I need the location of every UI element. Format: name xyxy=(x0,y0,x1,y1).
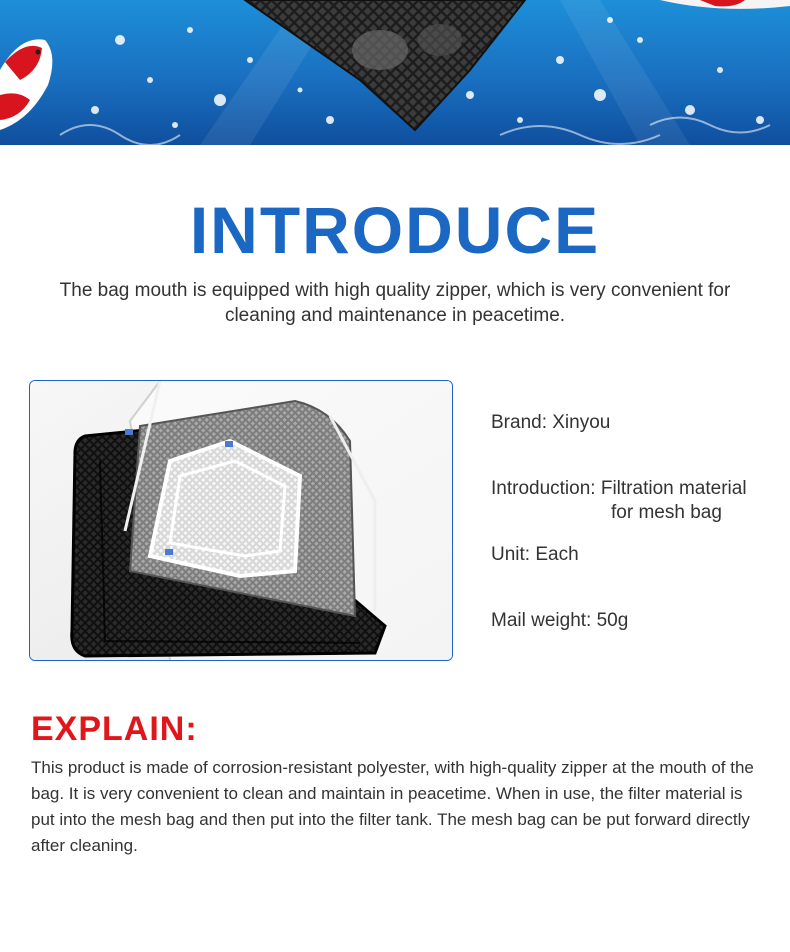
explain-title: EXPLAIN: xyxy=(31,710,198,748)
spec-mail-weight: Mail weight: 50g xyxy=(491,610,629,631)
banner-water-illustration xyxy=(0,0,790,145)
product-photo xyxy=(29,380,453,661)
spec-unit: Unit: Each xyxy=(491,544,579,565)
introduce-title: INTRODUCE xyxy=(189,193,601,267)
mesh-bags-illustration xyxy=(30,381,452,660)
spec-introduction xyxy=(491,477,747,525)
spec-introduction-line1: Introduction: Filtration material xyxy=(491,478,747,499)
spec-brand: Brand: Xinyou xyxy=(491,412,611,433)
spec-introduction-line2: for mesh bag xyxy=(611,502,722,523)
introduce-subtitle: The bag mouth is equipped with high quality zipper, which is very convenient for cleaning and maintenance in peacetime. xyxy=(59,280,731,326)
explain-text: This product is made of corrosion-resistant polyester, with high-quality zipper at the mouth of the bag. It is very convenient to clean and maintain in peacetime. When in use, the filter material is put into the mesh bag and then put into the filter tank. The mesh bag can be put forward directly after cleaning. xyxy=(31,758,754,855)
banner-image xyxy=(0,0,790,145)
